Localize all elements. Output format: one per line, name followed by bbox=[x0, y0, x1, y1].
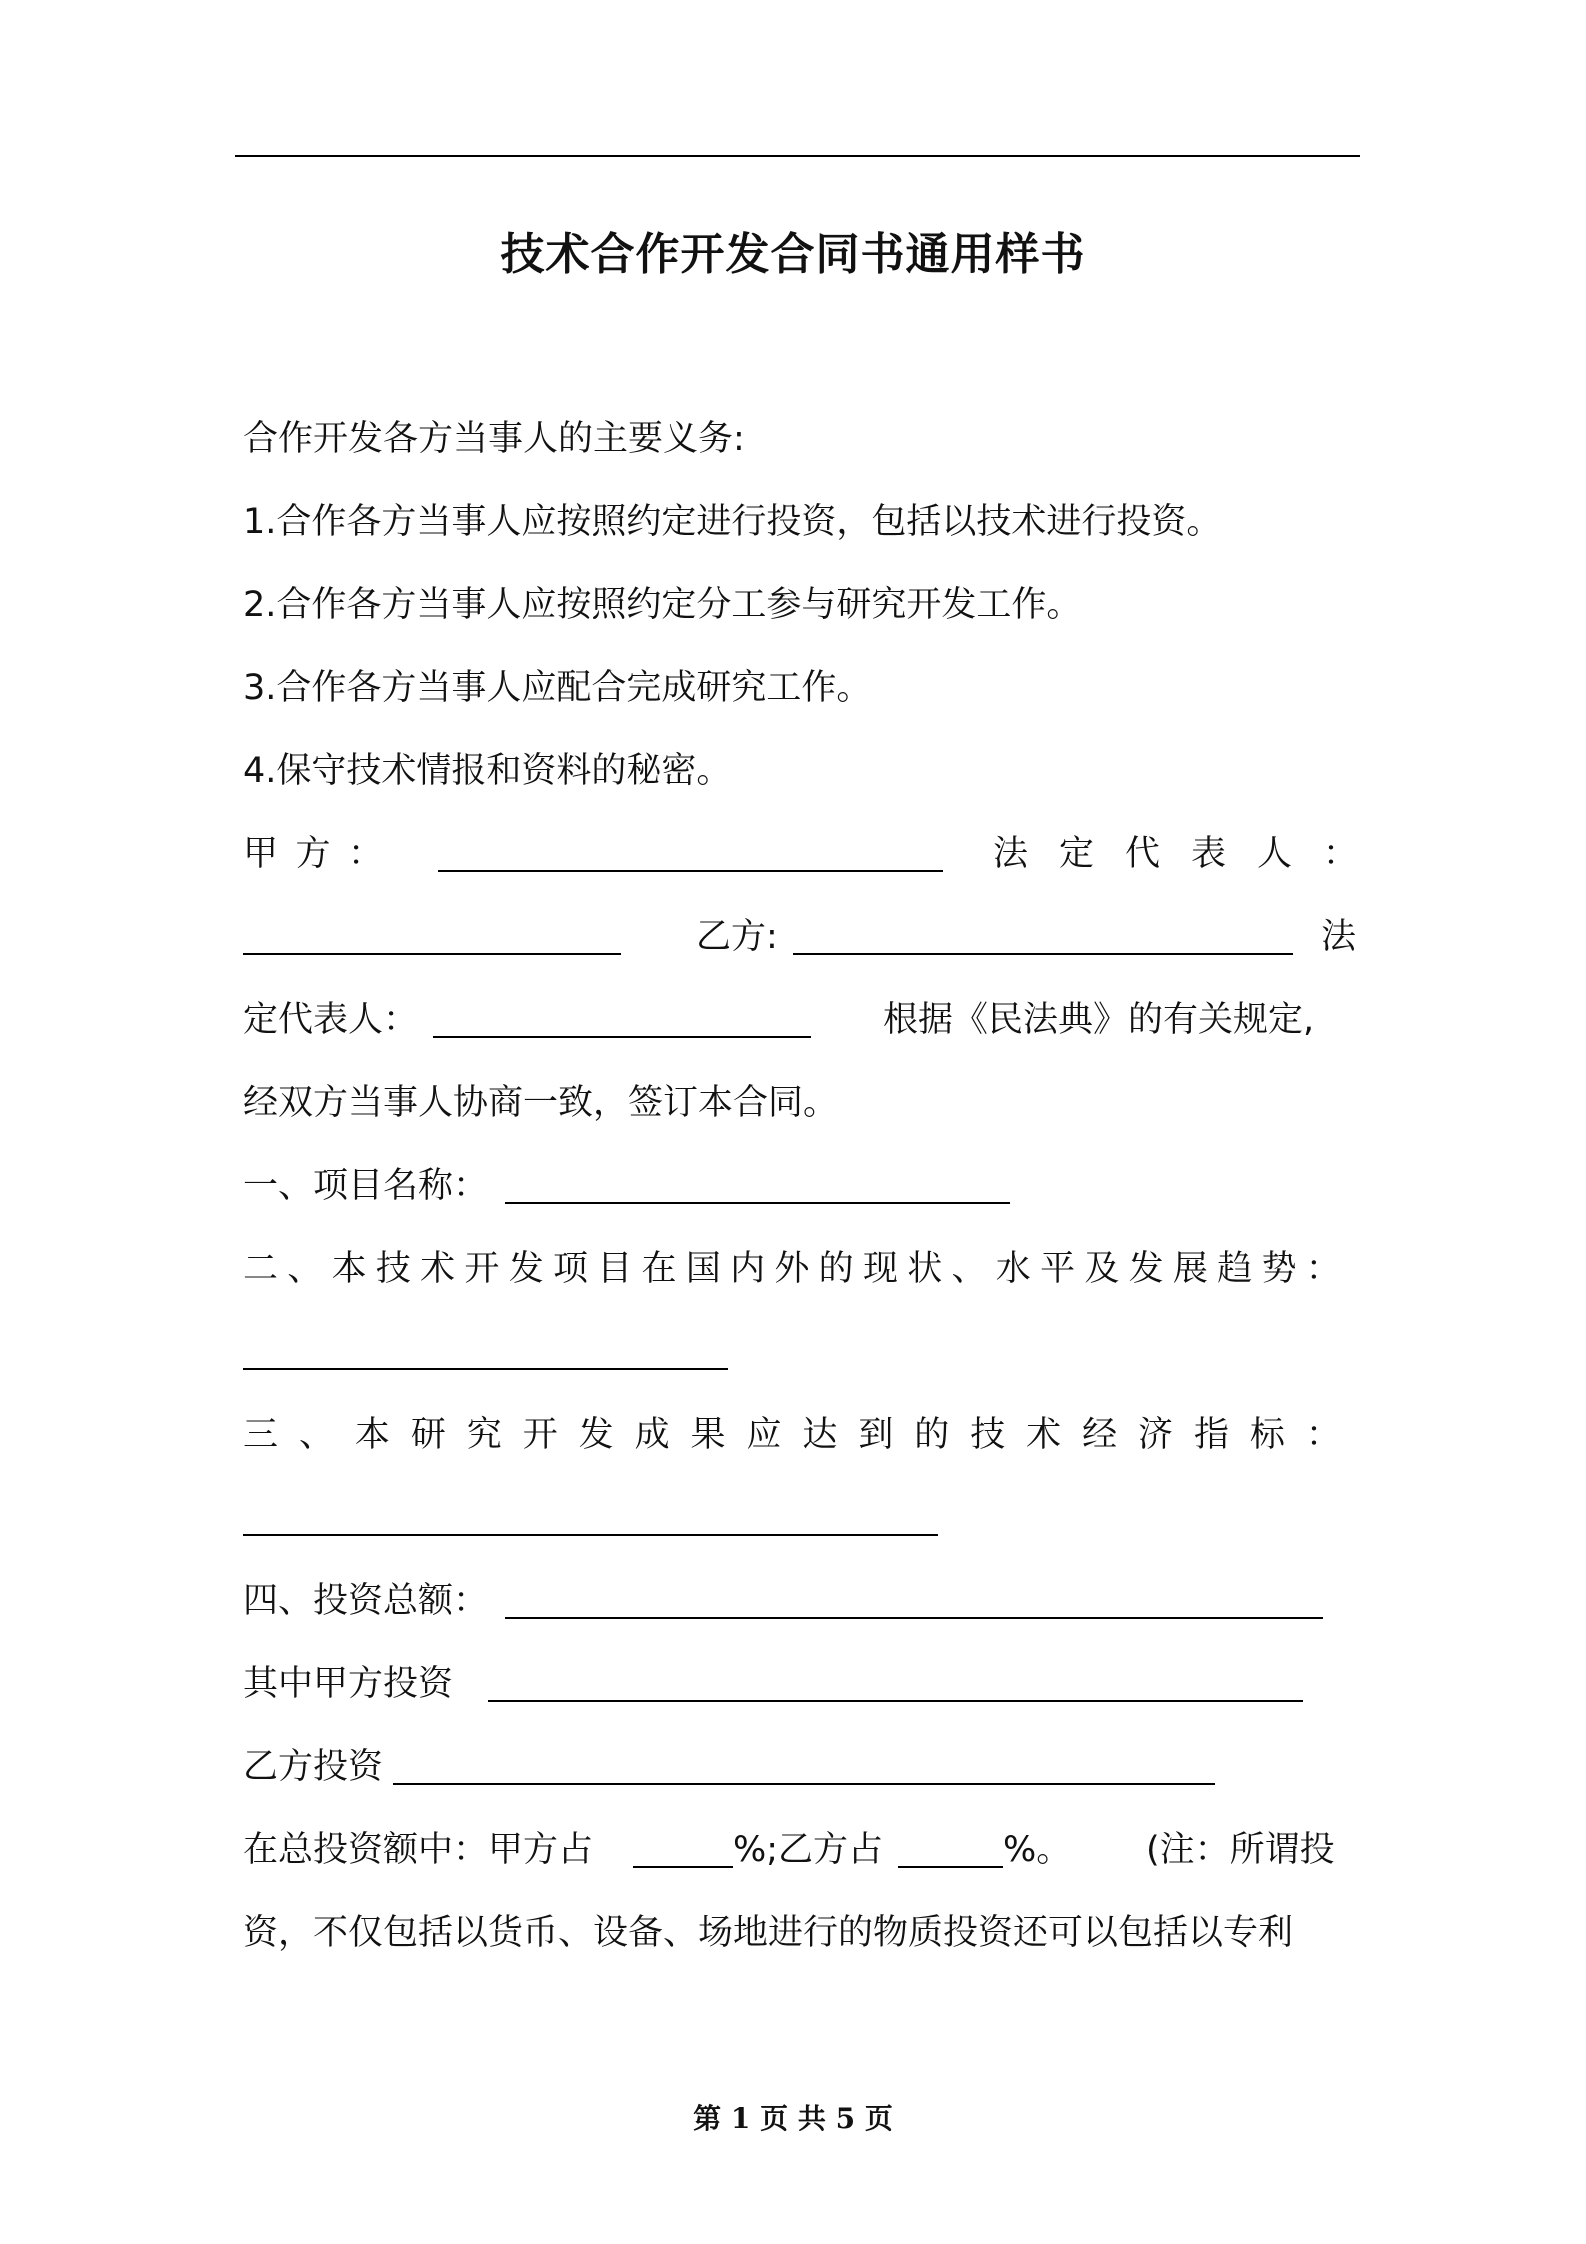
party-a-blank[interactable] bbox=[438, 840, 943, 872]
item-2-blank[interactable] bbox=[243, 1338, 728, 1370]
item-3-label: 三 、 本 研 究 开 发 成 果 应 达 到 的 技 术 经 济 指 标 ： bbox=[243, 1415, 1341, 1455]
ratio-prefix: 在总投资额中：甲方占 bbox=[243, 1830, 594, 1870]
project-name-blank[interactable] bbox=[505, 1172, 1010, 1204]
total-investment-blank[interactable] bbox=[505, 1587, 1323, 1619]
agreement-text: 经双方当事人协商一致，签订本合同。 bbox=[243, 1083, 839, 1123]
party-a-rep-blank[interactable] bbox=[243, 923, 621, 955]
item-4-label: 四、投资总额： bbox=[243, 1581, 489, 1621]
party-b-rep-start: 法 bbox=[1321, 917, 1357, 957]
party-a-share-blank[interactable] bbox=[633, 1836, 733, 1868]
party-a-investment-blank[interactable] bbox=[488, 1670, 1303, 1702]
party-a-rep-label: 法 定 代 表 人 ： bbox=[993, 834, 1358, 874]
party-b-blank[interactable] bbox=[793, 923, 1293, 955]
obligation-3: 3.合作各方当事人应配合完成研究工作。 bbox=[243, 668, 872, 708]
ratio-mid: %;乙方占 bbox=[733, 1830, 884, 1870]
obligation-4: 4.保守技术情报和资料的秘密。 bbox=[243, 751, 732, 791]
party-a-label: 甲 方 ： bbox=[243, 834, 383, 874]
legal-basis: 根据《民法典》的有关规定, bbox=[883, 1000, 1315, 1040]
party-b-investment-blank[interactable] bbox=[393, 1753, 1215, 1785]
note-continuation: 资，不仅包括以货币、设备、场地进行的物质投资还可以包括以专利 bbox=[243, 1913, 1294, 1953]
party-b-share-blank[interactable] bbox=[898, 1836, 1003, 1868]
note-start: (注：所谓投 bbox=[1146, 1830, 1335, 1870]
header-rule bbox=[235, 155, 1360, 157]
party-a-investment-label: 其中甲方投资 bbox=[243, 1664, 454, 1704]
party-b-rep-label: 定代表人： bbox=[243, 1000, 419, 1040]
item-1-label: 一、项目名称： bbox=[243, 1166, 489, 1206]
obligation-2: 2.合作各方当事人应按照约定分工参与研究开发工作。 bbox=[243, 585, 1082, 625]
page-footer: 第 1 页 共 5 页 bbox=[693, 2102, 893, 2135]
item-3-blank[interactable] bbox=[243, 1504, 938, 1536]
obligations-intro: 合作开发各方当事人的主要义务: bbox=[243, 419, 745, 459]
document-title: 技术合作开发合同书通用样书 bbox=[500, 229, 1086, 280]
obligation-1: 1.合作各方当事人应按照约定进行投资，包括以技术进行投资。 bbox=[243, 502, 1222, 542]
party-b-investment-label: 乙方投资 bbox=[243, 1747, 384, 1787]
party-b-label: 乙方: bbox=[696, 917, 778, 957]
party-b-rep-blank[interactable] bbox=[433, 1006, 811, 1038]
item-2-label: 二 、 本 技 术 开 发 项 目 在 国 内 外 的 现 状 、 水 平 及 发 展 趋 势 ： bbox=[243, 1249, 1341, 1289]
ratio-suffix: %。 bbox=[1003, 1830, 1072, 1870]
